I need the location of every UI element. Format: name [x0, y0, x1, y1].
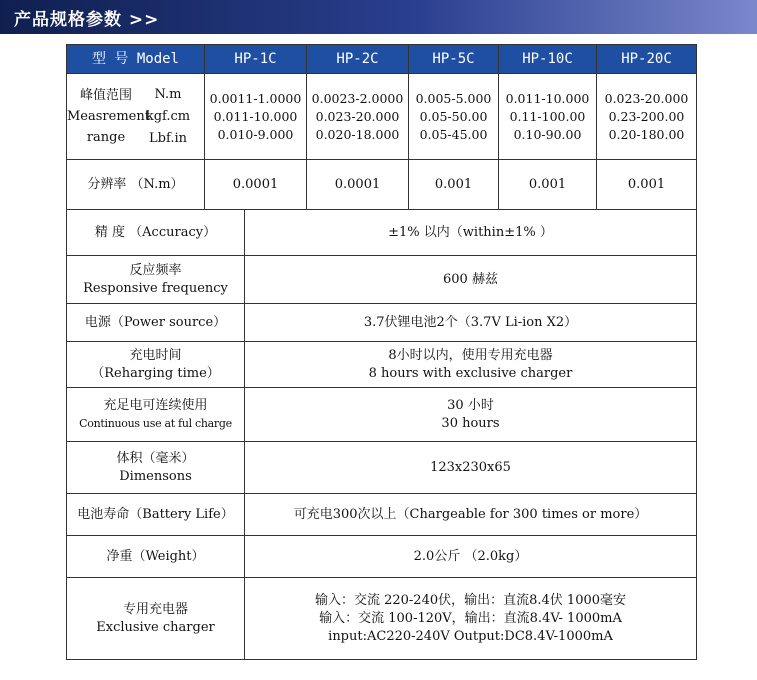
section-banner [0, 0, 757, 34]
battery-label: 电池寿命（Battery Life） [67, 494, 245, 536]
model-hp-1c: HP-1C [205, 45, 307, 74]
resolution-label: 分辨率 （N.m） [67, 160, 205, 210]
resolution-hp-1c: 0.0001 [205, 160, 307, 210]
dimensions-value: 123x230x65 [245, 442, 697, 494]
continuous-label: 充足电可连续使用 Continuous use at ful charge [67, 388, 245, 442]
range-hp-20c: 0.023-20.000 0.23-200.00 0.20-180.00 [597, 74, 697, 160]
resolution-hp-10c: 0.001 [499, 160, 597, 210]
range-hp-10c: 0.011-10.000 0.11-100.00 0.10-90.00 [499, 74, 597, 160]
range-row [67, 74, 697, 160]
resolution-hp-20c: 0.001 [597, 160, 697, 210]
charging-label: 充电时间 （Reharging time） [67, 342, 245, 388]
range-label [67, 85, 150, 148]
model-hp-2c: HP-2C [307, 45, 409, 74]
frequency-label: 反应频率 Responsive frequency [67, 256, 245, 304]
range-label-en2: range [86, 130, 126, 145]
unit-lbfin: Lbf.in [149, 130, 187, 146]
charging-row [67, 342, 697, 388]
charger-label: 专用充电器 Exclusive charger [67, 578, 245, 660]
range-label-cn: 峰值范围 [79, 88, 132, 103]
header-row [67, 45, 697, 74]
model-label: 型 号 Model [67, 45, 205, 74]
frequency-value: 600 赫兹 [245, 256, 697, 304]
weight-value: 2.0公斤 （2.0kg） [245, 536, 697, 578]
range-label-en1: Measrement [67, 109, 150, 124]
model-hp-10c: HP-10C [499, 45, 597, 74]
continuous-value: 30 小时 30 hours [245, 388, 697, 442]
range-units [145, 84, 191, 150]
resolution-hp-5c: 0.001 [409, 160, 499, 210]
weight-row [67, 536, 697, 578]
range-hp-2c: 0.0023-2.0000 0.023-20.000 0.020-18.000 [307, 74, 409, 160]
unit-kgfcm: kgf.cm [145, 108, 191, 124]
range-hp-1c: 0.0011-1.0000 0.011-10.000 0.010-9.000 [205, 74, 307, 160]
weight-label: 净重（Weight） [67, 536, 245, 578]
dimensions-label: 体积（毫米） Dimensons [67, 442, 245, 494]
resolution-hp-2c: 0.0001 [307, 160, 409, 210]
charger-value: 输入：交流 220-240伏，输出：直流8.4伏 1000毫安 输入：交流 100-120V，输出：直流8.4V- 1000mA input:AC220-240V Output:DC8.4V-1000mA [245, 578, 697, 660]
unit-nm: N.m [154, 86, 182, 102]
power-row [67, 304, 697, 342]
power-label: 电源（Power source） [67, 304, 245, 342]
spec-grid [66, 44, 697, 660]
accuracy-value: ±1% 以内（within±1% ） [245, 210, 697, 256]
model-hp-20c: HP-20C [597, 45, 697, 74]
resolution-row [67, 160, 697, 210]
battery-value: 可充电300次以上（Chargeable for 300 times or more） [245, 494, 697, 536]
charging-value: 8小时以内，使用专用充电器 8 hours with exclusive charger [245, 342, 697, 388]
range-label-cell [67, 74, 205, 160]
model-hp-5c: HP-5C [409, 45, 499, 74]
accuracy-label: 精 度 （Accuracy） [67, 210, 245, 256]
power-value: 3.7伏锂电池2个（3.7V Li-ion X2） [245, 304, 697, 342]
charger-row [67, 578, 697, 660]
range-hp-5c: 0.005-5.000 0.05-50.00 0.05-45.00 [409, 74, 499, 160]
section-title: 产品规格参数 >> [14, 10, 160, 30]
frequency-row [67, 256, 697, 304]
accuracy-row [67, 210, 697, 256]
continuous-row [67, 388, 697, 442]
dimensions-row [67, 442, 697, 494]
battery-row [67, 494, 697, 536]
